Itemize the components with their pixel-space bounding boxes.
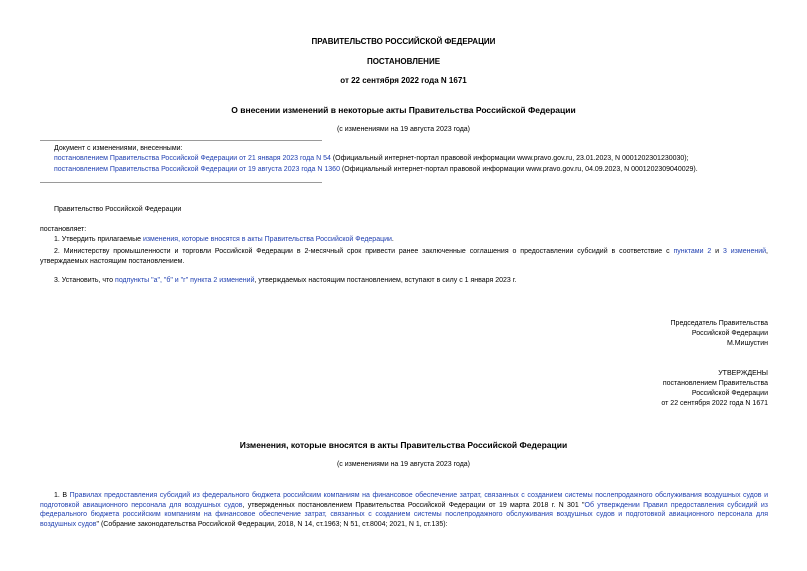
divider-bottom — [40, 182, 322, 183]
divider-top — [40, 140, 322, 141]
change-item: постановлением Правительства Российской Федерации от 21 января 2023 года N 54 (Официальный интернет-портал правовой информации www.pravo.gov.ru, 23.01.2023, N 0001202301230030); — [54, 155, 689, 162]
p2-link-1[interactable]: пунктами 2 — [673, 248, 712, 255]
p3-link[interactable]: подпункты "а", "б" и "г" пункта 2 изменений — [115, 277, 255, 284]
p1-link[interactable]: изменения, которые вносятся в акты Правительства Российской Федерации — [142, 236, 392, 243]
annex-paragraph-1: 1. В Правилах предоставления субсидий из федерального бюджета российским компаниям на финансовое обеспечение затрат, связанных с созданием системы послепродажного обслуживания воздушных судов и подготовкой авиационного персонала для воздушных судов, утвержденных постановлением Правительства Российской Федерации от 19 марта 2018 г. N 301 "Об утверждении Правил предоставления субсидий из федерального бюджета российским компаниям на финансовое обеспечение затрат, связанных с созданием системы послепродажного обслуживания воздушных судов и подготовкой авиационного персонала для воздушных судов" (Собрание законодательства Российской Федерации, 2018, N 14, ст.1963; N 51, ст.8004; 2021, N 1, ст.135): — [40, 492, 769, 528]
government-heading: ПРАВИТЕЛЬСТВО РОССИЙСКОЙ ФЕДЕРАЦИИ — [311, 37, 496, 46]
annex-edition-note: (с изменениями на 19 августа 2023 года) — [336, 461, 471, 468]
approved-line-2: постановлением Правительства — [662, 380, 768, 387]
annex-link-rules[interactable]: Правилах предоставления субсидий из федерального бюджета российским компаниям на финансовое обеспечение затрат, связанных с созданием системы послепродажного обслуживания воздушных судов и подготовкой авиационного персонала для воздушных судов — [40, 492, 768, 509]
approved-heading: УТВЕРЖДЕНЫ — [718, 370, 768, 377]
annex-title: Изменения, которые вносятся в акты Правительства Российской Федерации — [239, 440, 568, 450]
changes-intro: Документ с изменениями, внесенными: — [54, 145, 183, 152]
paragraph-2: 2. Министерству промышленности и торговли Российской Федерации в 2-месячный срок привести ранее заключенные соглашения о предоставлении субсидий в соответствие с пунктами 2 и 3 изменений, утверждаемых настоящим постановлением. — [40, 248, 768, 265]
change-link-1[interactable]: постановлением Правительства Российской Федерации от 21 января 2023 года N 54 — [54, 155, 331, 162]
edition-note: (с изменениями на 19 августа 2023 года) — [336, 126, 471, 133]
change-link-2[interactable]: постановлением Правительства Российской Федерации от 19 августа 2023 года N 1360 — [54, 166, 340, 173]
annex-link-resolution[interactable]: Об утверждении Правил предоставления субсидий из федерального бюджета российским компаниям на финансовое обеспечение затрат, связанных с созданием системы послепродажного обслуживания воздушных судов и подготовкой авиационного персонала для воздушных судов — [40, 501, 769, 528]
p2-link-2[interactable]: 3 изменений — [722, 248, 767, 255]
approved-line-4: от 22 сентября 2022 года N 1671 — [661, 400, 768, 407]
signature-position: Председатель Правительства — [670, 320, 768, 327]
doc-type-heading: ПОСТАНОВЛЕНИЕ — [366, 57, 441, 66]
issuer: Правительство Российской Федерации — [54, 206, 182, 213]
signature-body: Российской Федерации — [691, 330, 768, 337]
resolves: постановляет: — [40, 226, 87, 233]
signature-name: М.Мишустин — [726, 340, 768, 347]
doc-date-number: от 22 сентября 2022 года N 1671 — [340, 76, 467, 85]
paragraph-3: 3. Установить, что подпункты "а", "б" и "г" пункта 2 изменений, утверждаемых настоящим постановлением, вступают в силу с 1 января 2023 г. — [54, 277, 517, 284]
page-title: О внесении изменений в некоторые акты Правительства Российской Федерации — [231, 105, 576, 115]
change-item: постановлением Правительства Российской Федерации от 19 августа 2023 года N 1360 (Официальный интернет-портал правовой информации www.pravo.gov.ru, 04.09.2023, N 0001202309040029). — [54, 166, 698, 173]
approved-line-3: Российской Федерации — [691, 390, 768, 397]
paragraph-1: 1. Утвердить прилагаемые изменения, которые вносятся в акты Правительства Российской Федерации. — [54, 236, 394, 243]
